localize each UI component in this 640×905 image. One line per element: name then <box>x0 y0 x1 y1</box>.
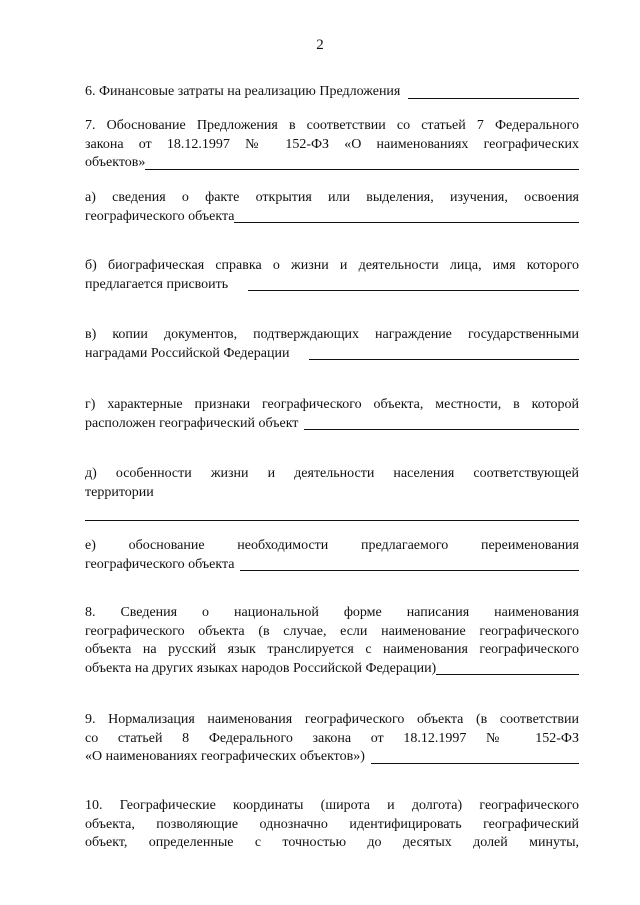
item-9-line-1: 9. Нормализация наименования географического объекта (в соответствии <box>85 712 579 727</box>
item-9 <box>85 711 579 767</box>
item-a <box>85 189 579 226</box>
item-a-line-1: а) сведения о факте открытия или выделения, изучения, освоения <box>85 190 579 205</box>
item-e-line-1: е) обоснование необходимости предлагаемого переименования <box>85 538 579 553</box>
item-d-line-1: д) особенности жизни и деятельности населения соответствующей <box>85 466 579 481</box>
item-7-line-1: 7. Обоснование Предложения в соответствии со статьей 7 Федерального <box>85 118 579 133</box>
item-7-blank[interactable] <box>145 169 579 170</box>
item-b <box>85 257 579 294</box>
item-8-line-1: 8. Сведения о национальной форме написания наименования <box>85 605 579 620</box>
item-v <box>85 326 579 363</box>
item-6-text: 6. Финансовые затраты на реализацию Предложения <box>85 84 401 99</box>
item-10-line-3: объект, определенные с точностью до десятых долей минуты, <box>85 835 579 850</box>
item-8 <box>85 604 579 678</box>
item-g-blank[interactable] <box>304 429 579 430</box>
item-8-line-4: объекта на других языках народов Российской Федерации) <box>85 660 437 676</box>
item-e-line-2: географического объекта <box>85 556 235 572</box>
item-d <box>85 465 579 521</box>
item-7-line-3: объектов» <box>85 155 146 170</box>
item-7 <box>85 117 579 173</box>
item-b-line-1: б) биографическая справка о жизни и деятельности лица, имя которого <box>85 258 579 273</box>
item-10-line-1: 10. Географические координаты (широта и долгота) географического <box>85 798 579 813</box>
item-10-line-2: объекта, позволяющие однозначно идентифицировать географический <box>85 816 579 832</box>
item-8-line-3: объекта на русский язык транслируется с наименования географического <box>85 642 579 657</box>
item-a-line-2: географического объекта <box>85 208 235 224</box>
item-6-blank[interactable] <box>408 98 579 99</box>
item-b-line-2: предлагается присвоить <box>85 276 229 292</box>
item-8-line-2: географического объекта (в случае, если наименование географического <box>85 623 579 639</box>
page-number: 2 <box>316 37 324 53</box>
item-g-line-1: г) характерные признаки географического объекта, местности, в которой <box>85 397 579 412</box>
item-g <box>85 396 579 433</box>
item-v-blank[interactable] <box>309 359 579 360</box>
item-v-line-2: наградами Российской Федерации <box>85 345 290 361</box>
item-e-blank[interactable] <box>240 570 579 571</box>
item-g-line-2: расположен географический объект <box>85 415 299 431</box>
item-a-blank[interactable] <box>234 222 579 223</box>
item-d-line-2: территории <box>85 484 154 500</box>
item-9-blank[interactable] <box>371 763 579 764</box>
item-10 <box>85 797 579 853</box>
item-8-blank[interactable] <box>436 674 579 675</box>
item-9-line-3: «О наименованиях географических объектов») <box>85 749 365 764</box>
item-7-line-2: закона от 18.12.1997 № 152-ФЗ «О наименованиях географических <box>85 136 579 152</box>
item-d-blank[interactable] <box>85 520 579 521</box>
item-6 <box>85 83 579 102</box>
item-e <box>85 537 579 574</box>
item-v-line-1: в) копии документов, подтверждающих награждение государственными <box>85 327 579 342</box>
item-9-line-2: со статьей 8 Федерального закона от 18.12.1997 № 152-ФЗ <box>85 730 579 746</box>
item-b-blank[interactable] <box>248 290 579 291</box>
